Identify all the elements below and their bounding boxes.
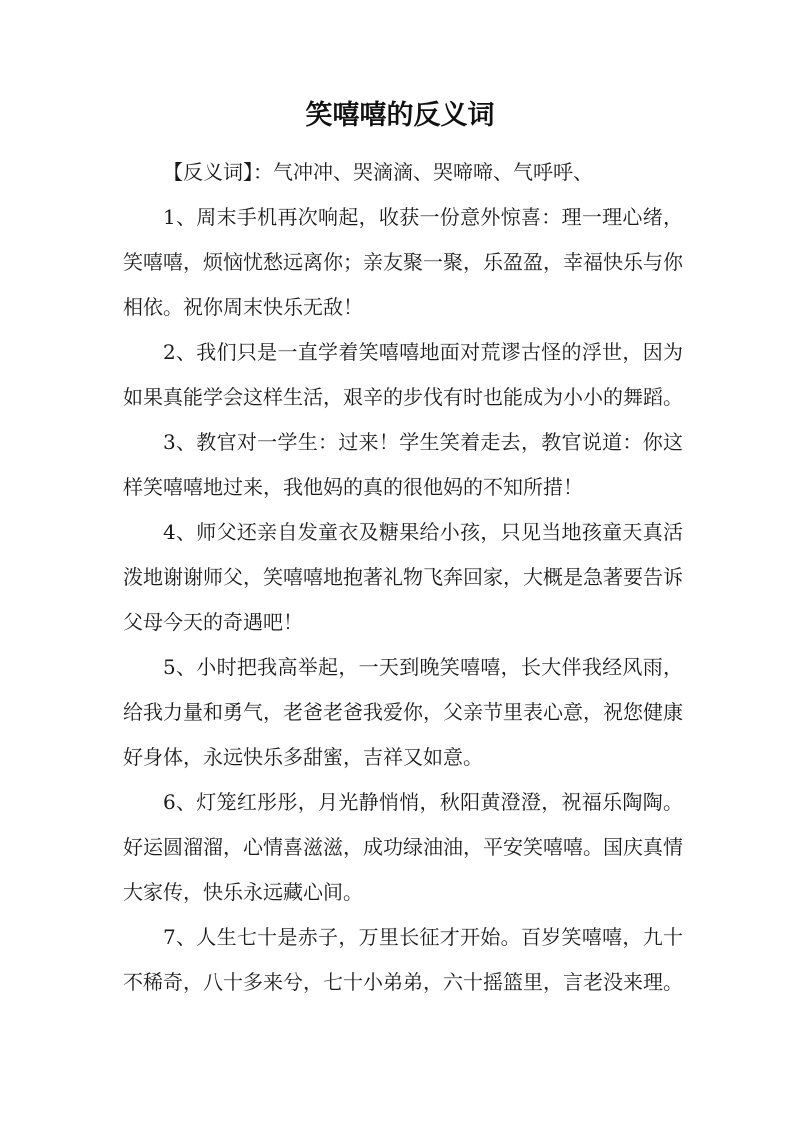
page-title: 笑嘻嘻的反义词: [305, 100, 495, 131]
example-paragraph-5: 5、小时把我高举起，一天到晚笑嘻嘻，长大伴我经风雨，给我力量和勇气，老爸老爸我爱你，父亲节里表心意，祝您健康好身体，永远快乐多甜蜜，吉祥又如意。: [123, 655, 683, 769]
document-body: [123, 150, 683, 1005]
example-paragraph-1: 1、周末手机再次响起，收获一份意外惊喜：理一理心绪，笑嘻嘻，烦恼忧愁远离你；亲友聚一聚，乐盈盈，幸福快乐与你相依。祝你周末快乐无敌！: [123, 205, 683, 319]
example-paragraph-4: 4、师父还亲自发童衣及糖果给小孩，只见当地孩童天真活泼地谢谢师父，笑嘻嘻地抱著礼物飞奔回家，大概是急著要告诉父母今天的奇遇吧！: [123, 520, 683, 634]
example-paragraph-3: 3、教官对一学生：过来！学生笑着走去，教官说道：你这样笑嘻嘻地过来，我他妈的真的很他妈的不知所措！: [123, 430, 683, 499]
example-paragraph-7: 7、人生七十是赤子，万里长征才开始。百岁笑嘻嘻，九十不稀奇，八十多来兮，七十小弟弟，六十摇篮里，言老没来理。: [123, 925, 683, 994]
example-paragraph-6: 6、灯笼红彤彤，月光静悄悄，秋阳黄澄澄，祝福乐陶陶。好运圆溜溜，心情喜滋滋，成功绿油油，平安笑嘻嘻。国庆真情大家传，快乐永远藏心间。: [123, 790, 683, 904]
antonyms-line: 【反义词】：气冲冲、哭滴滴、哭啼啼、气呼呼、: [163, 160, 593, 184]
example-paragraph-2: 2、我们只是一直学着笑嘻嘻地面对荒谬古怪的浮世，因为如果真能学会这样生活，艰辛的步伐有时也能成为小小的舞蹈。: [123, 340, 683, 409]
